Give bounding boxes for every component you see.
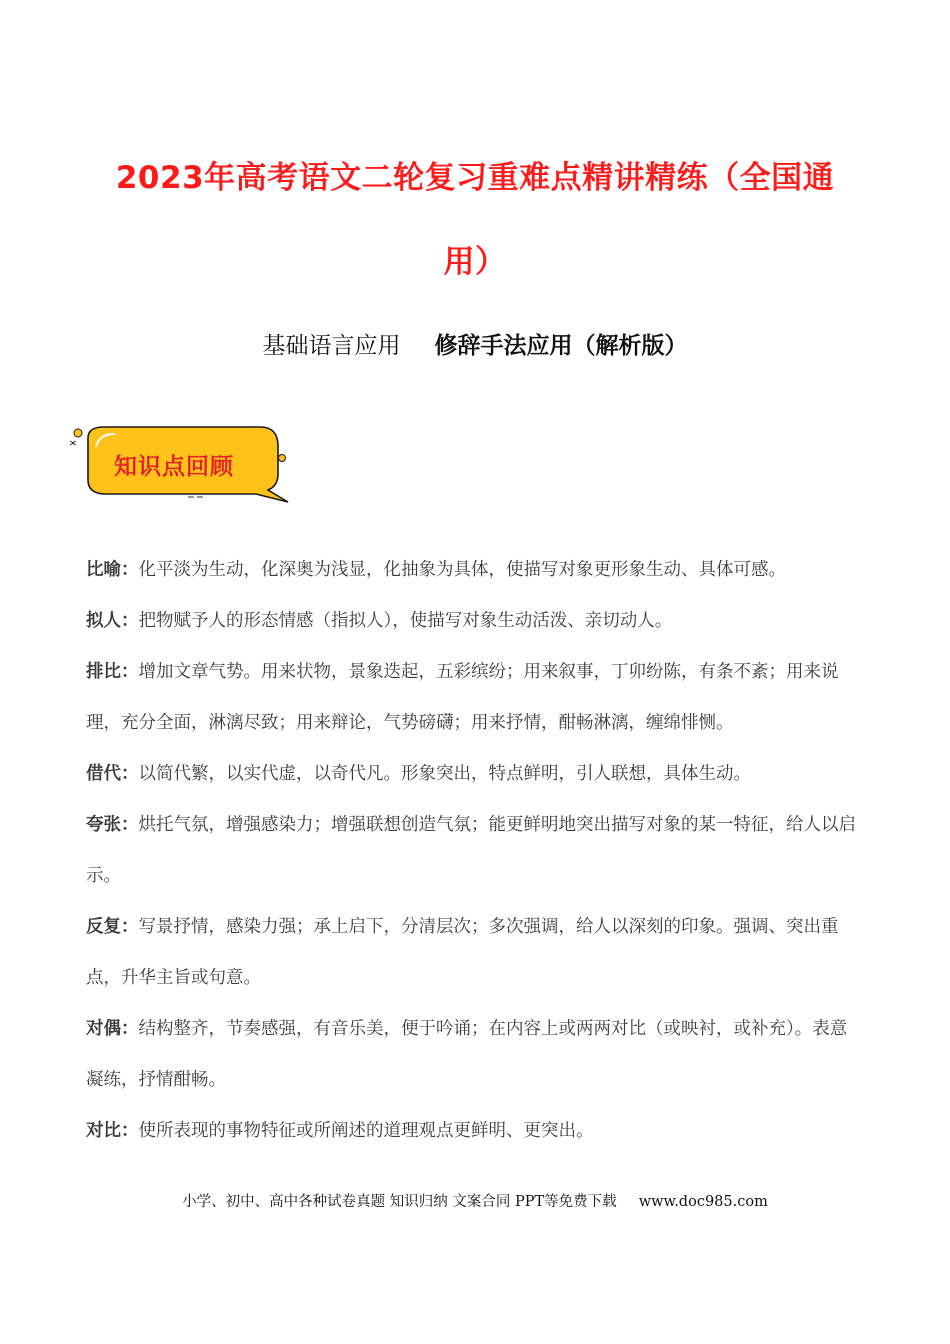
paragraph: [86, 902, 856, 1004]
paragraph: [86, 545, 856, 596]
subtitle-topic: 修辞手法应用（解析版）: [434, 333, 688, 359]
paragraph-text: 写景抒情，感染力强；承上启下，分清层次；多次强调，给人以深刻的印象。强调、突出重点，升华主旨或句意。: [86, 917, 839, 988]
content-body: [86, 545, 856, 1157]
footer-link[interactable]: www.doc985.com: [638, 1194, 768, 1210]
paragraph-text: 结构整齐，节奏感强，有音乐美，便于吟诵；在内容上或两两对比（或映衬，或补充）。表意凝练，抒情酣畅。: [86, 1019, 848, 1090]
subtitle-section: 基础语言应用: [262, 333, 401, 359]
paragraph-term: 对偶：: [86, 1019, 139, 1039]
footer-text: 小学、初中、高中各种试卷真题 知识归纳 文案合同 PPT等免费下载: [182, 1194, 617, 1210]
paragraph: [86, 1004, 856, 1106]
paragraph: [86, 647, 856, 749]
paragraph-text: 增加文章气势。用来状物，景象迭起，五彩缤纷；用来叙事，丁卯纷陈，有条不紊；用来说理，充分全面，淋漓尽致；用来辩论，气势磅礴；用来抒情，酣畅淋漓，缠绵悱恻。: [86, 662, 839, 733]
paragraph-text: 把物赋予人的形态情感（指拟人），使描写对象生动活泼、亲切动人。: [138, 611, 673, 631]
paragraph-term: 借代：: [86, 764, 139, 784]
paragraph: [86, 1106, 856, 1157]
paragraph-text: 以简代繁，以实代虚，以奇代凡。形象突出，特点鲜明，引人联想，具体生动。: [138, 764, 751, 784]
paragraph-term: 对比：: [86, 1121, 139, 1141]
badge-label: 知识点回顾: [114, 454, 234, 480]
subtitle: [0, 328, 950, 364]
paragraph: [86, 749, 856, 800]
paragraph-text: 烘托气氛，增强感染力；增强联想创造气氛；能更鲜明地突出描写对象的某一特征，给人以启示。: [86, 815, 856, 886]
paragraph: [86, 800, 856, 902]
knowledge-review-badge: [70, 424, 290, 504]
paragraph-term: 拟人：: [86, 611, 139, 631]
page-footer: [0, 1190, 950, 1211]
paragraph-text: 化平淡为生动，化深奥为浅显，化抽象为具体，使描写对象更形象生动、具体可感。: [138, 560, 786, 580]
paragraph-term: 排比：: [86, 662, 139, 682]
paragraph-term: 比喻：: [86, 560, 139, 580]
paragraph-text: 使所表现的事物特征或所阐述的道理观点更鲜明、更突出。: [138, 1121, 594, 1141]
page-title: 2023年高考语文二轮复习重难点精讲精练（全国通用）: [115, 160, 835, 280]
paragraph-term: 反复：: [86, 917, 139, 937]
paragraph-term: 夸张：: [86, 815, 139, 835]
paragraph: [86, 596, 856, 647]
